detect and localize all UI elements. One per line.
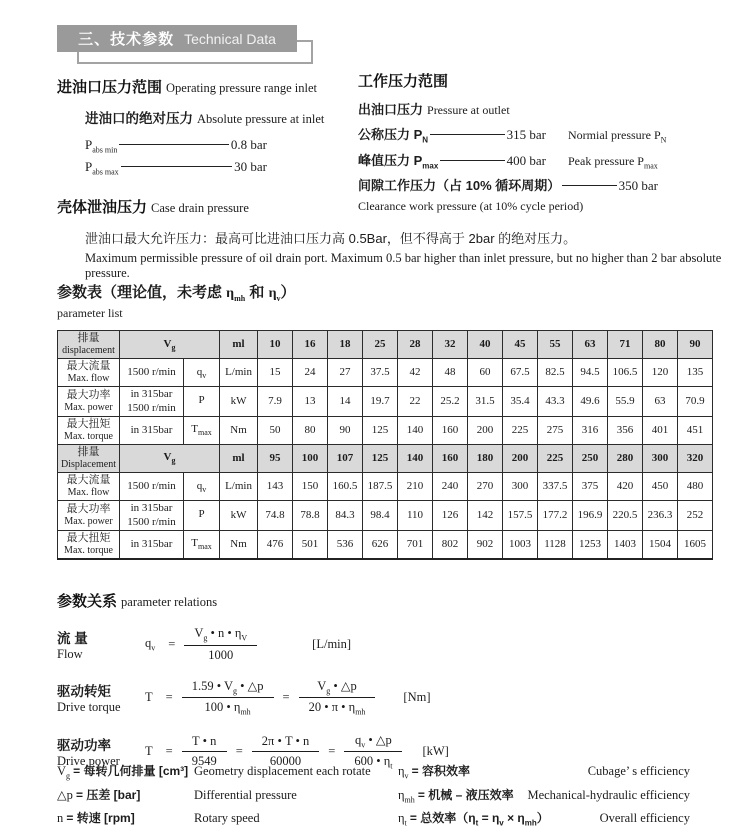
formula-power-label: 驱动功率 Drive power — [57, 737, 120, 768]
value-cell: 74.8 — [258, 501, 293, 530]
value-cell: 375 — [573, 473, 608, 501]
value-cell: 240 — [433, 473, 468, 501]
value-cell: 50 — [258, 416, 293, 444]
value-cell: 160 — [433, 416, 468, 444]
value-cell: 125 — [363, 416, 398, 444]
value-cell: 420 — [608, 473, 643, 501]
size-header-cell: 71 — [608, 331, 643, 359]
unit-cell: ml — [220, 444, 258, 472]
value-cell: 200 — [468, 416, 503, 444]
condition-cell: in 315bar 1500 r/min — [120, 501, 184, 530]
unit-cell: L/min — [220, 473, 258, 501]
size-header-cell: 300 — [643, 444, 678, 472]
formula-power-expression: T = $\frac{T • n}{9549}$ = $\frac{2\pi • T • n}{60000}$ = $\frac{q_v • \triangle p}{600 • \eta_t}$ [kW] — [145, 732, 449, 771]
relations-title — [57, 590, 717, 611]
outlet-pressure-line — [358, 99, 723, 119]
value-cell: 356 — [608, 416, 643, 444]
value-cell: 37.5 — [363, 359, 398, 387]
size-header-cell: 28 — [398, 331, 433, 359]
relations-title-zh: 参数关系 — [57, 593, 118, 610]
case-drain-title-en: Case drain pressure — [151, 201, 249, 215]
row-label-cell: 最大流量 Max. flow — [58, 473, 120, 501]
page-title-zh: 三、技术参数 — [78, 31, 175, 48]
value-cell: 82.5 — [538, 359, 573, 387]
value-cell: 1003 — [503, 530, 538, 559]
inlet-title-zh: 进油口压力范围 — [57, 79, 163, 96]
value-cell: 49.6 — [573, 387, 608, 416]
table-row-displacement-header-1 — [58, 331, 713, 359]
pressure-symbol: $P_{abs min}$ — [85, 137, 118, 155]
legend-symbol: $V_g$ — [57, 764, 71, 781]
legend-item-vg: $V_g$ = 每转几何排量 [cm³] Geometry displacement each rotate — [57, 764, 371, 781]
inlet-subtitle — [85, 107, 357, 128]
value-cell: 626 — [363, 530, 398, 559]
table-subtitle: parameter list — [57, 305, 123, 320]
symbol-cell: P — [184, 387, 220, 416]
size-header-cell: 25 — [363, 331, 398, 359]
table-row-max-torque-1 — [58, 416, 713, 444]
pressure-value: 30 bar — [234, 158, 267, 174]
value-cell: 802 — [433, 530, 468, 559]
case-drain-title-zh: 壳体泄油压力 — [57, 199, 148, 216]
value-cell: 476 — [258, 530, 293, 559]
table-row-displacement-header-2 — [58, 444, 713, 472]
fraction: $\frac{V_g • \triangle p}{20 • \pi • \eta_{mh}}$ — [299, 678, 376, 717]
value-cell: 480 — [678, 473, 713, 501]
value-cell: 157.5 — [503, 501, 538, 530]
value-cell: 187.5 — [363, 473, 398, 501]
value-cell: 501 — [293, 530, 328, 559]
value-cell: 1605 — [678, 530, 713, 559]
table-row-max-power-2 — [58, 501, 713, 530]
value-cell: 78.8 — [293, 501, 328, 530]
condition-cell: in 315bar — [120, 530, 184, 559]
value-cell: 24 — [293, 359, 328, 387]
value-cell: 1504 — [643, 530, 678, 559]
fraction: $\frac{q_v • \triangle p}{600 • \eta_t}$ — [344, 732, 402, 771]
pressure-symbol: $P_{abs max}$ — [85, 158, 119, 177]
value-cell: 13 — [293, 387, 328, 416]
table-row-max-power-1 — [58, 387, 713, 416]
size-header-cell: 125 — [363, 444, 398, 472]
working-title: 工作压力范围 — [358, 73, 449, 90]
fraction: $\frac{1.59 • V_g • \triangle p}{100 • \eta_{mh}}$ — [182, 678, 274, 717]
value-cell: 210 — [398, 473, 433, 501]
value-cell: 90 — [328, 416, 363, 444]
value-cell: 67.5 — [503, 359, 538, 387]
inlet-title — [57, 76, 357, 97]
value-cell: 196.9 — [573, 501, 608, 530]
fraction: $\frac{T • n}{9549}$ — [182, 734, 227, 769]
size-header-cell: 280 — [608, 444, 643, 472]
value-cell: 14 — [328, 387, 363, 416]
condition-cell: in 315bar — [120, 416, 184, 444]
pressure-value: 400 bar — [506, 152, 546, 168]
value-cell: 143 — [258, 473, 293, 501]
value-cell: 902 — [468, 530, 503, 559]
legend-symbol: △p — [57, 787, 73, 802]
value-cell: 42 — [398, 359, 433, 387]
size-header-cell: 95 — [258, 444, 293, 472]
inlet-row-min — [85, 137, 267, 155]
value-cell: 1128 — [538, 530, 573, 559]
symbol-cell: $T_{max}$ — [184, 530, 220, 559]
fraction: $\frac{2\pi • T • n}{60000}$ — [252, 734, 319, 769]
outlet-en: Pressure at outlet — [427, 103, 510, 117]
value-cell: 270 — [468, 473, 503, 501]
size-header-cell: 200 — [503, 444, 538, 472]
value-cell: 225 — [503, 416, 538, 444]
value-cell: 22 — [398, 387, 433, 416]
case-drain-note-en: Maximum permissible pressure of oil drain port. Maximum 0.5 bar higher than inlet pressure, but no higher than 2 bar absolute pressure. — [85, 251, 722, 280]
legend-symbol: $\eta_t$ — [398, 811, 407, 828]
value-cell: 126 — [433, 501, 468, 530]
size-header-cell: 90 — [678, 331, 713, 359]
value-cell: 31.5 — [468, 387, 503, 416]
size-header-cell: 100 — [293, 444, 328, 472]
row-label-cell: 最大流量 Max. flow — [58, 359, 120, 387]
size-header-cell: 180 — [468, 444, 503, 472]
parameter-table-title — [57, 281, 296, 321]
value-cell: 252 — [678, 501, 713, 530]
value-cell: 300 — [503, 473, 538, 501]
size-header-cell: 160 — [433, 444, 468, 472]
table-row-max-flow-2 — [58, 473, 713, 501]
size-header-cell: 32 — [433, 331, 468, 359]
outlet-zh: 出油口压力 — [358, 102, 424, 117]
value-cell: 55.9 — [608, 387, 643, 416]
size-header-cell: 10 — [258, 331, 293, 359]
size-header-cell: 18 — [328, 331, 363, 359]
condition-cell: 1500 r/min — [120, 359, 184, 387]
leader-line — [440, 160, 504, 161]
size-header-cell: 16 — [293, 331, 328, 359]
size-header-cell: 40 — [468, 331, 503, 359]
leader-line — [562, 185, 616, 186]
inlet-subtitle-zh: 进油口的绝对压力 — [85, 111, 193, 126]
value-cell: 43.3 — [538, 387, 573, 416]
symbol-cell: $q_v$ — [184, 473, 220, 501]
value-cell: 135 — [678, 359, 713, 387]
value-cell: 140 — [398, 416, 433, 444]
section-case-drain — [57, 196, 727, 281]
value-cell: 15 — [258, 359, 293, 387]
value-cell: 1253 — [573, 530, 608, 559]
row-label-cell: 最大功率 Max. power — [58, 387, 120, 416]
size-header-cell: 45 — [503, 331, 538, 359]
formula-torque — [57, 678, 717, 717]
vg-cell: $V_g$ — [120, 444, 220, 472]
value-cell: 160.5 — [328, 473, 363, 501]
peak-pressure-en: Peak pressure $P_{max}$ — [568, 153, 658, 170]
inlet-subtitle-en: Absolute pressure at inlet — [197, 112, 325, 126]
section-parameter-relations — [57, 590, 717, 771]
formula-unit: [L/min] — [312, 636, 352, 651]
value-cell: 1403 — [608, 530, 643, 559]
size-header-cell: 80 — [643, 331, 678, 359]
formula-flow — [57, 626, 717, 663]
value-cell: 63 — [643, 387, 678, 416]
formula-torque-expression: T = $\frac{1.59 • V_g • \triangle p}{100 • \eta_{mh}}$ = $\frac{V_g • \triangle p}{20 • \pi • \eta_{mh}}$ [Nm] — [145, 678, 431, 717]
value-cell: 70.9 — [678, 387, 713, 416]
clearance-pressure-en: Clearance work pressure (at 10% cycle period) — [358, 199, 584, 214]
value-cell: 35.4 — [503, 387, 538, 416]
value-cell: 177.2 — [538, 501, 573, 530]
symbol-cell: P — [184, 501, 220, 530]
pressure-value: 0.8 bar — [230, 137, 267, 152]
unit-cell: L/min — [220, 359, 258, 387]
size-header-cell: 107 — [328, 444, 363, 472]
unit-cell: Nm — [220, 416, 258, 444]
leader-line — [121, 166, 232, 167]
table-title-text: 参数表（理论值，未考虑 $\eta_{mh}$ 和 $\eta_v$） — [57, 284, 296, 303]
clearance-pressure-row — [358, 175, 723, 194]
size-header-cell: 55 — [538, 331, 573, 359]
pressure-value: 315 bar — [506, 127, 546, 142]
row-label-cell: 排量 displacement — [58, 331, 120, 359]
row-label-cell: 最大扭矩 Max. torque — [58, 530, 120, 559]
clearance-pressure-label: 间隙工作压力（占 10% 循环周期） — [358, 178, 561, 194]
legend-item-dp: △p = 压差 [bar] Differential pressure — [57, 787, 297, 802]
value-cell: 19.7 — [363, 387, 398, 416]
inlet-title-en: Operating pressure range inlet — [166, 81, 317, 95]
page-title-en: Technical Data — [184, 30, 276, 47]
formula-torque-label: 驱动转矩 Drive torque — [57, 683, 121, 714]
value-cell: 337.5 — [538, 473, 573, 501]
formula-unit: [Nm] — [403, 689, 431, 704]
value-cell: 106.5 — [608, 359, 643, 387]
parameter-table — [57, 330, 713, 560]
relations-title-en: parameter relations — [121, 595, 218, 609]
value-cell: 701 — [398, 530, 433, 559]
pressure-value: 350 bar — [618, 178, 658, 194]
value-cell: 60 — [468, 359, 503, 387]
value-cell: 450 — [643, 473, 678, 501]
condition-cell: 1500 r/min — [120, 473, 184, 501]
inlet-row-max — [85, 159, 267, 177]
case-drain-note-zh: 泄油口最大允许压力：最高可比进油口压力高 0.5Bar，但不得高于 2bar 的绝对压力。 — [85, 231, 577, 246]
case-drain-title — [57, 196, 727, 217]
value-cell: 401 — [643, 416, 678, 444]
table-row-max-torque-2 — [58, 530, 713, 559]
legend-item-eta-t: $\eta_t$ = 总效率$(\eta_t = \eta_v \times \eta_{mh})$ Overall efficiency — [398, 811, 690, 828]
legend-right-column — [398, 762, 690, 830]
size-header-cell: 225 — [538, 444, 573, 472]
value-cell: 142 — [468, 501, 503, 530]
formula-flow-expression: $q_v$ = $\frac{V_g • n • \eta_V}{1000}$ [L/min] — [145, 626, 352, 662]
value-cell: 48 — [433, 359, 468, 387]
formula-unit: [kW] — [422, 743, 449, 758]
unit-cell: Nm — [220, 530, 258, 559]
size-header-cell: 63 — [573, 331, 608, 359]
table-row-max-flow-1 — [58, 359, 713, 387]
section-banner — [57, 25, 327, 67]
size-header-cell: 250 — [573, 444, 608, 472]
peak-pressure-label: 峰值压力 $P_{max}$ — [358, 152, 439, 171]
legend-item-eta-mh: $\eta_{mh}$ = 机械 – 液压效率 Mechanical-hydraulic efficiency — [398, 787, 690, 804]
unit-cell: kW — [220, 501, 258, 530]
legend-item-eta-v: $\eta_v$ = 容积效率 Cubage’ s efficiency — [398, 764, 690, 781]
value-cell: 25.2 — [433, 387, 468, 416]
value-cell: 120 — [643, 359, 678, 387]
nominal-pressure-en: Normial pressure $P_N$ — [568, 128, 667, 145]
value-cell: 98.4 — [363, 501, 398, 530]
legend-item-n: n = 转速 [rpm] Rotary speed — [57, 811, 260, 825]
formula-flow-label: 流 量 Flow — [57, 630, 88, 661]
value-cell: 110 — [398, 501, 433, 530]
value-cell: 275 — [538, 416, 573, 444]
legend-left-column — [57, 762, 393, 830]
value-cell: 27 — [328, 359, 363, 387]
value-cell: 150 — [293, 473, 328, 501]
legend-symbol: $\eta_{mh}$ — [398, 787, 415, 804]
row-label-cell: 最大功率 Max. power — [58, 501, 120, 530]
value-cell: 220.5 — [608, 501, 643, 530]
symbol-cell: $T_{max}$ — [184, 416, 220, 444]
size-header-cell: 140 — [398, 444, 433, 472]
value-cell: 80 — [293, 416, 328, 444]
value-cell: 84.3 — [328, 501, 363, 530]
symbol-cell: $q_v$ — [184, 359, 220, 387]
peak-pressure-row — [358, 150, 723, 171]
page-title — [57, 25, 297, 52]
size-header-cell: 320 — [678, 444, 713, 472]
vg-cell: $V_g$ — [120, 331, 220, 359]
row-label-cell: 排量 Displacement — [58, 444, 120, 472]
row-label-cell: 最大扭矩 Max. torque — [58, 416, 120, 444]
value-cell: 316 — [573, 416, 608, 444]
section-inlet-pressure — [57, 76, 357, 176]
leader-line — [119, 144, 229, 145]
legend-symbol: $\eta_v$ — [398, 764, 409, 781]
nominal-pressure-label: 公称压力 $P_N$ — [358, 127, 429, 145]
section-working-pressure — [358, 70, 723, 214]
value-cell: 94.5 — [573, 359, 608, 387]
value-cell: 451 — [678, 416, 713, 444]
value-cell: 236.3 — [643, 501, 678, 530]
unit-cell: kW — [220, 387, 258, 416]
condition-cell: in 315bar 1500 r/min — [120, 387, 184, 416]
leader-line — [430, 134, 505, 135]
nominal-pressure-row — [358, 124, 723, 145]
unit-cell: ml — [220, 331, 258, 359]
value-cell: 7.9 — [258, 387, 293, 416]
legend-symbol: n — [57, 811, 64, 825]
value-cell: 536 — [328, 530, 363, 559]
fraction: $\frac{V_g • n • \eta_V}{1000}$ — [184, 626, 257, 663]
